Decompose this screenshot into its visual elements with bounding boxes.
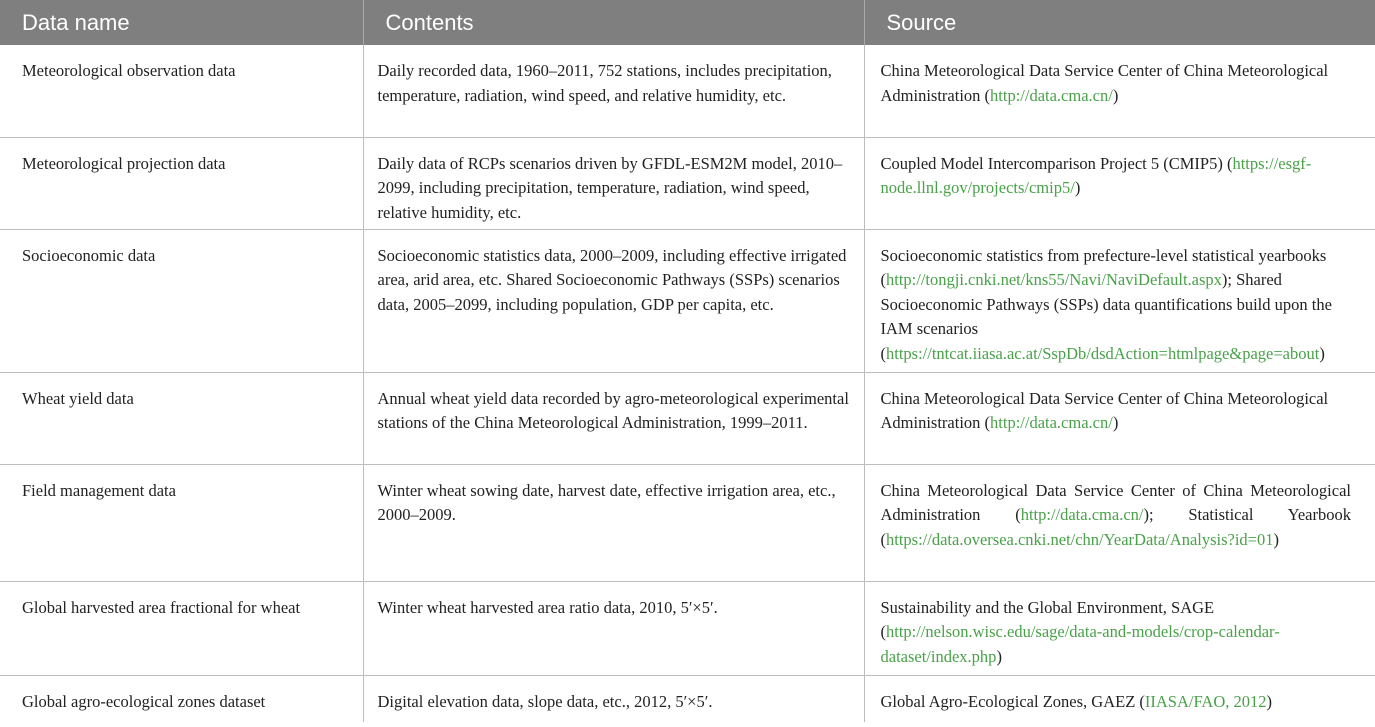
source-text: ); Shared Socioeconomic Pathways (SSPs) data quantifications build upon the IAM scenarios ( (880, 270, 1332, 363)
cell-source (864, 464, 1375, 581)
cell-source (864, 137, 1375, 229)
header-source: Source (864, 0, 1375, 45)
table-row (0, 581, 1375, 675)
cell-contents: Daily data of RCPs scenarios driven by GFDL-ESM2M model, 2010–2099, including precipitation, temperature, radiation, wind speed, relative humidity, etc. (363, 137, 864, 229)
table-row (0, 372, 1375, 464)
cell-source (864, 372, 1375, 464)
source-link[interactable]: https://tntcat.iiasa.ac.at/SspDb/dsdAction=htmlpage&page=about (886, 343, 1320, 363)
source-link[interactable]: http://data.cma.cn/ (1020, 505, 1144, 524)
cell-data-name: Global agro-ecological zones dataset (0, 675, 363, 722)
cell-data-name: Wheat yield data (0, 372, 363, 464)
source-link[interactable]: IIASA/FAO, 2012 (1144, 691, 1267, 711)
source-text: China Meteorological Data Service Center of China Meteorological Administration ( (880, 480, 1351, 524)
source-text: ) (1112, 413, 1119, 432)
table-row (0, 45, 1375, 137)
cell-source (864, 229, 1375, 372)
cell-source (864, 581, 1375, 675)
source-text: ) (1266, 691, 1273, 711)
table-row (0, 137, 1375, 229)
cell-source (864, 45, 1375, 137)
source-link[interactable]: http://tongji.cnki.net/kns55/Navi/NaviDefault.aspx (886, 270, 1222, 289)
source-link[interactable]: http://data.cma.cn/ (990, 85, 1113, 105)
source-text: ) (1074, 178, 1081, 197)
source-text: Sustainability and the Global Environment, SAGE ( (880, 597, 1215, 641)
cell-contents: Annual wheat yield data recorded by agro-meteorological experimental stations of the China Meteorological Administration, 1999–2011. (363, 372, 864, 464)
header-row (0, 0, 1375, 45)
table-row (0, 464, 1375, 581)
source-link[interactable]: http://data.cma.cn/ (990, 413, 1113, 432)
cell-source (864, 675, 1375, 722)
cell-contents: Digital elevation data, slope data, etc., 2012, 5′×5′. (363, 675, 864, 722)
cell-contents: Winter wheat harvested area ratio data, 2010, 5′×5′. (363, 581, 864, 675)
cell-data-name: Socioeconomic data (0, 229, 363, 372)
cell-data-name: Meteorological projection data (0, 137, 363, 229)
source-text: Global Agro-Ecological Zones, GAEZ ( (880, 691, 1145, 711)
source-text: ) (1112, 85, 1119, 105)
source-text: China Meteorological Data Service Center of China Meteorological Administration ( (880, 61, 1329, 105)
cell-data-name: Field management data (0, 464, 363, 581)
source-text: ) (1273, 529, 1279, 549)
source-link[interactable]: https://data.oversea.cnki.net/chn/YearData/Analysis?id=01 (886, 529, 1274, 549)
cell-data-name: Global harvested area fractional for wheat (0, 581, 363, 675)
source-text: ) (1319, 343, 1325, 363)
source-link[interactable]: http://nelson.wisc.edu/sage/data-and-models/crop-calendar-dataset/index.php (880, 622, 1280, 666)
source-text: ); Statistical Yearbook ( (880, 505, 1351, 549)
header-contents: Contents (363, 0, 864, 45)
cell-data-name: Meteorological observation data (0, 45, 363, 137)
source-text: ) (996, 646, 1002, 666)
table-row (0, 229, 1375, 372)
cell-contents: Daily recorded data, 1960–2011, 752 stations, includes precipitation, temperature, radiation, wind speed, and relative humidity, etc. (363, 45, 864, 137)
source-text: Socioeconomic statistics from prefecture-level statistical yearbooks ( (880, 245, 1327, 289)
cell-contents: Socioeconomic statistics data, 2000–2009, including effective irrigated area, arid area, etc. Shared Socioeconomic Pathways (SSPs) scenarios data, 2005–2099, including population, GDP per capita, etc. (363, 229, 864, 372)
source-text: Coupled Model Intercomparison Project 5 (CMIP5) ( (880, 153, 1233, 173)
table-row (0, 675, 1375, 722)
source-link[interactable]: https://esgf-node.llnl.gov/projects/cmip5/ (880, 153, 1312, 197)
source-text: China Meteorological Data Service Center of China Meteorological Administration ( (880, 388, 1329, 432)
cell-contents: Winter wheat sowing date, harvest date, effective irrigation area, etc., 2000–2009. (363, 464, 864, 581)
header-data-name: Data name (0, 0, 363, 45)
